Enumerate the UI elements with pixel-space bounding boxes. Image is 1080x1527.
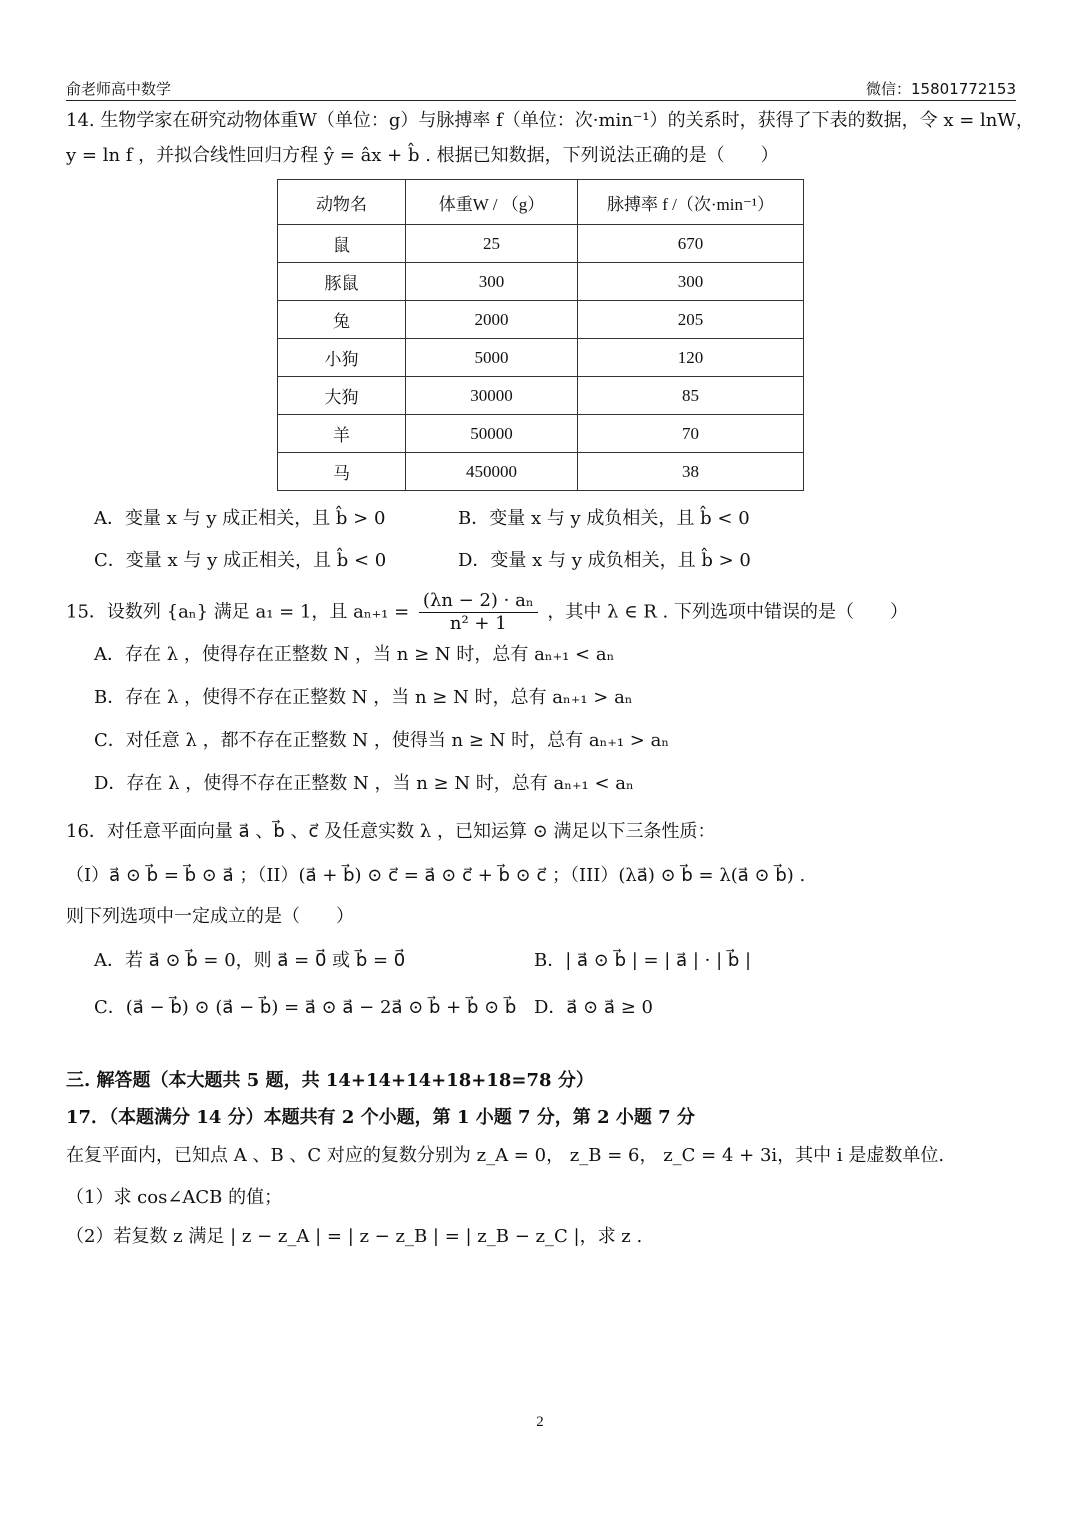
q14-option-a: A．变量 x 与 y 成正相关，且 b̂ > 0: [94, 508, 386, 529]
q16-line2: （I）a⃗ ⊙ b⃗ = b⃗ ⊙ a⃗ ；（II）(a⃗ + b⃗) ⊙ c⃗ = a⃗ ⊙ c⃗ + b⃗ ⊙ c⃗ ；（III）(λa⃗) ⊙ b⃗ = λ(a⃗ ⊙ b⃗) .: [66, 865, 806, 886]
q14-option-b: B．变量 x 与 y 成负相关，且 b̂ < 0: [458, 508, 750, 529]
table-cell: 小狗: [278, 339, 406, 377]
table-cell: 30000: [406, 377, 578, 415]
q15-option-b: B．存在 λ ，使得不存在正整数 N ，当 n ≥ N 时，总有 aₙ₊₁ > aₙ: [94, 687, 633, 708]
table-cell: 300: [578, 263, 804, 301]
table-cell: 马: [278, 453, 406, 491]
q14-line1: 14. 生物学家在研究动物体重W（单位：g）与脉搏率 f（单位：次·min⁻¹）的关系时，获得了下表的数据，令 x = lnW，: [66, 110, 1034, 131]
table-row: [278, 453, 804, 491]
q15-option-d: D．存在 λ ，使得不存在正整数 N ，当 n ≥ N 时，总有 aₙ₊₁ < aₙ: [94, 773, 634, 794]
page-number: 2: [536, 1414, 544, 1430]
table-header-cell: 体重W / （g）: [406, 180, 578, 225]
q16-line3: 则下列选项中一定成立的是（ ）: [66, 906, 354, 927]
table-cell: 450000: [406, 453, 578, 491]
table-cell: 大狗: [278, 377, 406, 415]
q17-title: 17．（本题满分 14 分）本题共有 2 个小题，第 1 小题 7 分，第 2 小题 7 分: [66, 1107, 695, 1128]
table-cell: 205: [578, 301, 804, 339]
table-cell: 豚鼠: [278, 263, 406, 301]
q15-fraction: [419, 590, 538, 635]
table-header-cell: 脉搏率 f /（次·min⁻¹）: [578, 180, 804, 225]
table-row: [278, 263, 804, 301]
q16-option-c: C．(a⃗ − b⃗) ⊙ (a⃗ − b⃗) = a⃗ ⊙ a⃗ − 2a⃗ ⊙ b⃗ + b⃗ ⊙ b⃗: [94, 997, 517, 1018]
q14-option-d: D．变量 x 与 y 成负相关，且 b̂ > 0: [458, 550, 751, 571]
table-header-cell: 动物名: [278, 180, 406, 225]
q16-line1: 16．对任意平面向量 a⃗ 、b⃗ 、c⃗ 及任意实数 λ ，已知运算 ⊙ 满足以下三条性质：: [66, 821, 716, 842]
table-row: [278, 301, 804, 339]
q15-stem-pre: 15．设数列 {aₙ} 满足 a₁ = 1，且 aₙ₊₁ =: [66, 601, 410, 623]
table-row: [278, 377, 804, 415]
table-cell: 羊: [278, 415, 406, 453]
q16-option-b: B．| a⃗ ⊙ b⃗ | = | a⃗ | · | b⃗ |: [534, 950, 752, 971]
table-cell: 兔: [278, 301, 406, 339]
table-cell: 5000: [406, 339, 578, 377]
table-cell: 38: [578, 453, 804, 491]
q17-part1: （1）求 cos∠ACB 的值；: [66, 1187, 283, 1208]
q17-stem: 在复平面内，已知点 A 、B 、C 对应的复数分别为 z_A = 0， z_B = 6， z_C = 4 + 3i，其中 i 是虚数单位.: [66, 1145, 945, 1166]
table-cell: 300: [406, 263, 578, 301]
q15-fraction-denominator: n² + 1: [449, 613, 507, 634]
table-row: [278, 225, 804, 263]
table-cell: 120: [578, 339, 804, 377]
table-row: [278, 415, 804, 453]
table-cell: 670: [578, 225, 804, 263]
table-header-row: [278, 180, 804, 225]
q15-stem: [66, 590, 908, 635]
table-cell: 25: [406, 225, 578, 263]
q14-option-c: C．变量 x 与 y 成正相关，且 b̂ < 0: [94, 550, 387, 571]
q15-fraction-numerator: (λn − 2) · aₙ: [419, 590, 538, 613]
page-header: [66, 76, 1016, 101]
table-cell: 50000: [406, 415, 578, 453]
section-3-heading: 三. 解答题（本大题共 5 题，共 14+14+14+18+18=78 分）: [66, 1070, 594, 1091]
q16-option-d: D．a⃗ ⊙ a⃗ ≥ 0: [534, 997, 653, 1018]
q14-line2: y = ln f ，并拟合线性回归方程 ŷ = âx + b̂ . 根据已知数据，下列说法正确的是（ ）: [66, 145, 779, 166]
table-cell: 70: [578, 415, 804, 453]
header-left: 俞老师高中数学: [66, 80, 172, 98]
q15-option-c: C．对任意 λ ，都不存在正整数 N ，使得当 n ≥ N 时，总有 aₙ₊₁ > aₙ: [94, 730, 670, 751]
animal-data-table: [277, 179, 804, 491]
header-right: 微信：15801772153: [866, 80, 1016, 98]
table-cell: 2000: [406, 301, 578, 339]
q16-option-a: A．若 a⃗ ⊙ b⃗ = 0，则 a⃗ = 0⃗ 或 b⃗ = 0⃗: [94, 950, 406, 971]
table-cell: 85: [578, 377, 804, 415]
q15-stem-post: ，其中 λ ∈ R . 下列选项中错误的是（ ）: [547, 601, 908, 623]
table-row: [278, 339, 804, 377]
q15-option-a: A．存在 λ ，使得存在正整数 N ，当 n ≥ N 时，总有 aₙ₊₁ < aₙ: [94, 644, 615, 665]
table-cell: 鼠: [278, 225, 406, 263]
q17-part2: （2）若复数 z 满足 | z − z_A | = | z − z_B | = | z_B − z_C |，求 z .: [66, 1226, 643, 1247]
